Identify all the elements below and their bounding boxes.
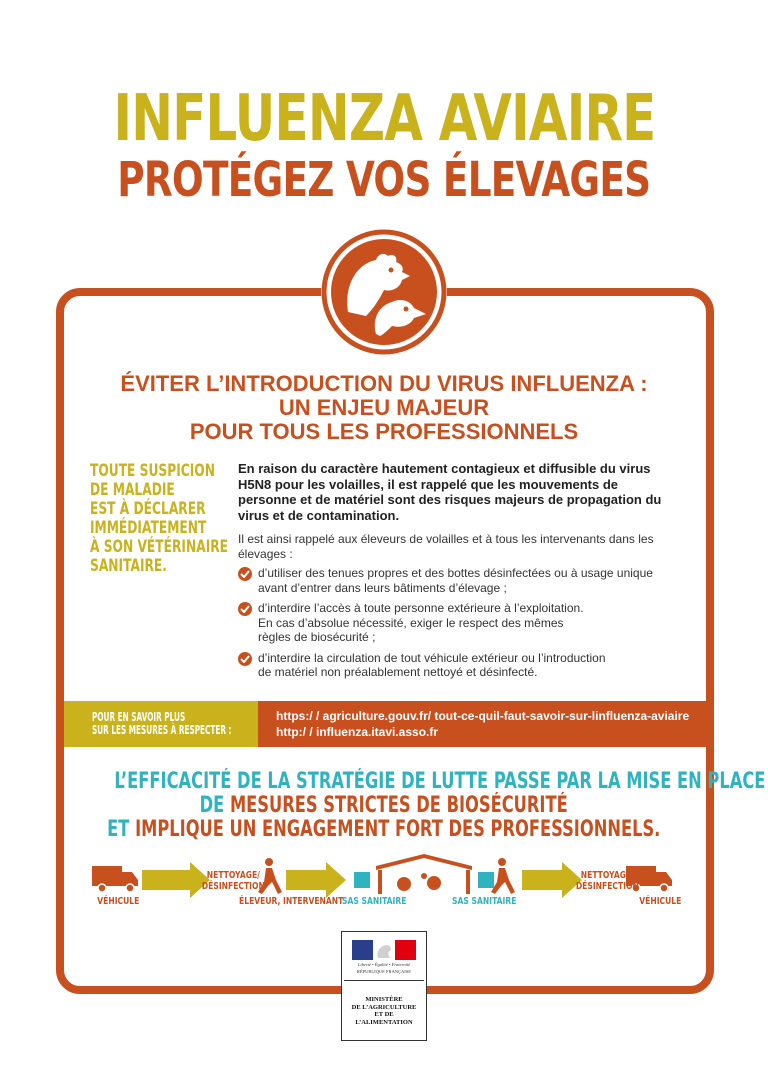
ministry-logo: Liberté • Égalité • Fraternité RÉPUBLIQUE FRANÇAISE MINISTÈRE DE L’AGRICULTURE ET DE L’ALIMENTATION	[341, 931, 427, 1041]
subtitle: PROTÉGEZ VOS ÉLEVAGES	[117, 152, 651, 208]
list-item: d’interdire l’accès à toute personne extérieure à l’exploitation. En cas d’absolue nécessité, exiger le respect des mêmes règles de biosécurité ;	[238, 601, 688, 645]
link-agriculture[interactable]: https:/ / agriculture.gouv.fr/ tout-ce-quil-faut-savoir-sur-linfluenza-aviaire	[276, 709, 690, 723]
intro-paragraph: En raison du caractère hautement contagieux et diffusible du virus H5N8 pour les volailles, il est rappelé que les mouvements de personne et de matériel sont des risques majeurs de propagation du virus et de contamination.	[238, 461, 662, 523]
link-itavi[interactable]: http:/ / influenza.itavi.asso.fr	[276, 725, 439, 739]
measures-list	[238, 566, 688, 686]
walking-person-icon	[491, 858, 515, 894]
checkmark-icon	[238, 652, 252, 666]
reminder-paragraph: Il est ainsi rappelé aux éleveurs de volailles et à tous les intervenants dans les élevages :	[238, 532, 654, 561]
main-title: INFLUENZA AVIAIRE	[112, 82, 656, 156]
section-heading: ÉVITER L’INTRODUCTION DU VIRUS INFLUENZA : UN ENJEU MAJEUR POUR TOUS LES PROFESSIONNELS	[120, 371, 648, 444]
truck-icon	[92, 866, 138, 892]
barn-icon	[376, 854, 472, 894]
checkmark-icon	[238, 567, 252, 581]
list-item: d’utiliser des tenues propres et des bottes désinfectées ou à usage unique avant d’entrer dans leurs bâtiments d’élevage ;	[238, 566, 688, 595]
breeder-label: ÉLEVEUR, INTERVENANT	[239, 896, 344, 907]
arrow-icon	[142, 862, 210, 898]
more-info-label: POUR EN SAVOIR PLUS SUR LES MESURES À RESPECTER :	[64, 701, 258, 747]
airlock-label: SAS SANITAIRE	[452, 896, 517, 907]
more-info-links	[258, 701, 706, 747]
checkmark-icon	[238, 602, 252, 616]
marianne-flag-icon	[352, 940, 416, 960]
airlock-label: SAS SANITAIRE	[342, 896, 407, 907]
vehicle-label: VÉHICULE	[639, 896, 682, 907]
cleaning-label: NETTOYAGE/ DÉSINFECTION	[575, 870, 639, 892]
arrow-icon	[522, 862, 582, 898]
poultry-logo-icon	[318, 226, 450, 358]
list-item: d’interdire la circulation de tout véhicule extérieur ou l’introduction de matériel non préalablement nettoyé et désinfecté.	[238, 651, 688, 680]
biosecurity-flow-diagram	[86, 850, 686, 920]
arrow-icon	[286, 862, 346, 898]
vehicle-label: VÉHICULE	[97, 896, 140, 907]
airlock-icon	[354, 872, 370, 888]
cleaning-label: NETTOYAGE/ DÉSINFECTION	[201, 870, 265, 892]
airlock-icon	[478, 872, 494, 888]
suspicion-notice: TOUTE SUSPICION DE MALADIE EST À DÉCLARER IMMÉDIATEMENT À SON VÉTÉRINAIRE SANITAIRE.	[90, 461, 229, 576]
strategy-statement: L’EFFICACITÉ DE LA STRATÉGIE DE LUTTE PASSE PAR LA MISE EN PLACE DE MESURES STRICTES DE BIOSÉCURITÉ ET IMPLIQUE UN ENGAGEMENT FORT DES PROFESSIONNELS.	[107, 769, 766, 842]
